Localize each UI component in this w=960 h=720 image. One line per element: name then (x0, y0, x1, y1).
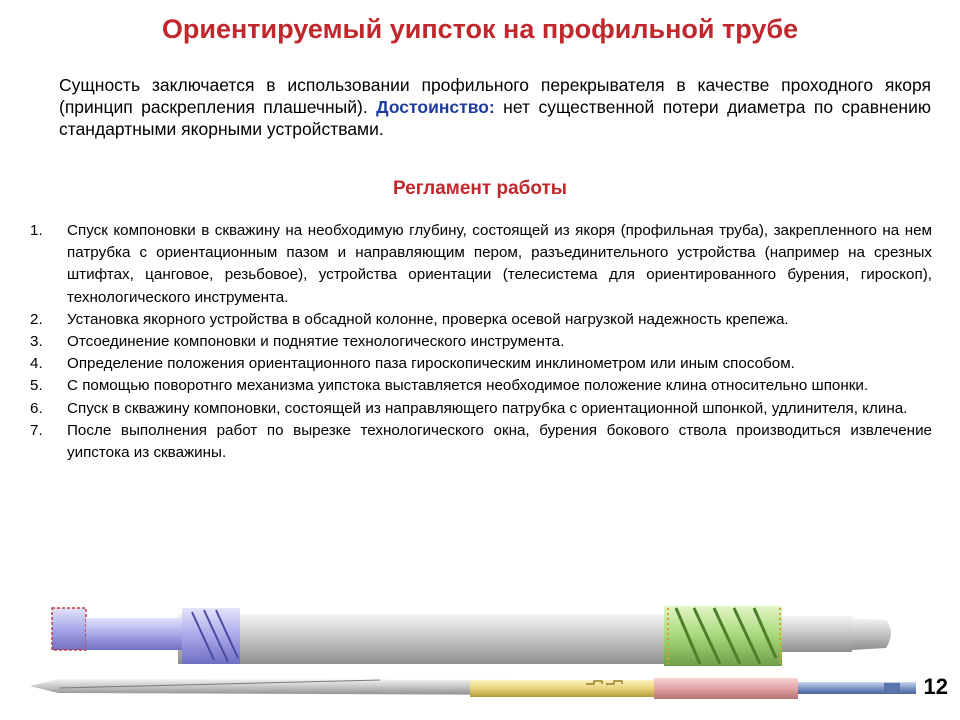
list-item (30, 420, 932, 464)
step-text: С помощью поворотнго механизма уипстока выставляется необходимое положение клина относительно шпонки. (67, 377, 869, 395)
list-item (30, 309, 932, 331)
anchor-assembly (52, 606, 891, 666)
list-item (30, 331, 932, 353)
section-subtitle: Регламент работы (392, 178, 568, 199)
list-item (30, 398, 932, 420)
main-pipe-body (178, 614, 678, 664)
whipstock-assembly (30, 678, 916, 699)
step-number: 5. (30, 377, 43, 395)
key-section (884, 683, 900, 693)
whipstock-assembly-illustration (0, 596, 960, 720)
orientation-sub (664, 606, 782, 666)
step-number: 3. (30, 333, 43, 351)
page-title: Ориентируемый уипсток на профильной трубе (161, 14, 799, 44)
step-text: Отсоединение компоновки и поднятие технологического инструмента. (67, 333, 565, 351)
anchor-sleeve (86, 618, 182, 650)
intro-text-before: Сущность заключается в использовании профильного перекрывателя в качестве проходного якоря (принцип раскрепления плашечный). (59, 75, 931, 117)
list-item (30, 353, 932, 375)
anchor-head (52, 608, 86, 650)
extension-sub (470, 680, 656, 697)
pin-end (852, 618, 891, 650)
step-number: 4. (30, 355, 43, 373)
step-text: Спуск компоновки в скважину на необходимую глубину, состоящей из якоря (профильная труба), закрепленного на нем патрубка с ориентационным пазом и направляющим пером, разъединительного устройства (например на срезных штифтах, цанговое, резьбовое), устройства ориентации (телесистема для ориентированного бурения, гироскоп), технологического инструмента. (67, 222, 932, 306)
step-text: Определение положения ориентационного паза гироскопическим инклинометром или иным способом. (67, 355, 795, 373)
guide-sub (654, 678, 798, 699)
procedure-steps-list (30, 220, 932, 464)
step-number: 1. (30, 222, 43, 239)
step-text: Установка якорного устройства в обсадной колонне, проверка осевой нагрузкой надежность крепежа. (67, 310, 789, 328)
intro-paragraph (59, 74, 931, 140)
connector-sub (782, 616, 852, 652)
page-number: 12 (923, 674, 948, 699)
step-number: 7. (30, 421, 43, 439)
step-text: После выполнения работ по вырезке технологического окна, бурения бокового ствола производиться извлечение уипстока из скважины. (67, 421, 932, 462)
step-text: Спуск в скважину компоновки, состоящей из направляющего патрубка с ориентационной шпонкой, удлинителя, клина. (67, 399, 908, 417)
intro-text-after: нет существенной потери диаметра по сравнению стандартными якорными устройствами. (59, 97, 931, 139)
list-item (30, 375, 932, 397)
step-number: 2. (30, 310, 43, 328)
list-item (30, 220, 932, 309)
step-number: 6. (30, 399, 43, 417)
advantage-label: Достоинство: (376, 97, 495, 117)
